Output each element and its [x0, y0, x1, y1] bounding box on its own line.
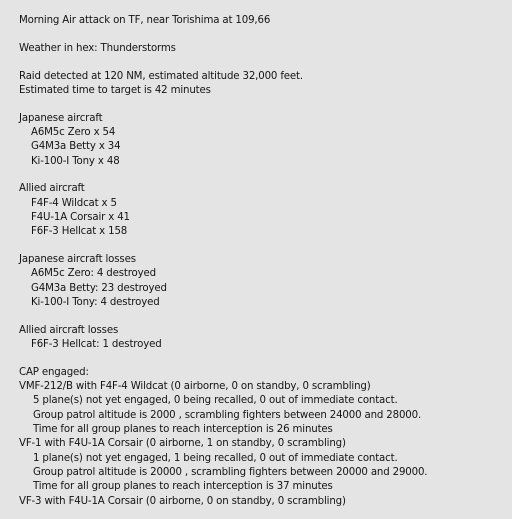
cap-detail-line: Group patrol altitude is 2000 , scrambling fighters between 24000 and 28000.: [33, 409, 422, 421]
weather-line: Weather in hex: Thunderstorms: [19, 42, 176, 54]
allied-aircraft-item: F6F-3 Hellcat x 158: [31, 226, 128, 238]
allied-aircraft-heading: Allied aircraft: [19, 183, 85, 195]
allied-loss-item: F6F-3 Hellcat: 1 destroyed: [31, 339, 162, 351]
raid-detected-line: Raid detected at 120 NM, estimated altitude 32,000 feet.: [19, 70, 303, 82]
cap-detail-line: 5 plane(s) not yet engaged, 0 being recalled, 0 out of immediate contact.: [33, 395, 398, 407]
cap-heading: CAP engaged:: [19, 366, 89, 378]
japanese-loss-item: A6M5c Zero: 4 destroyed: [31, 268, 156, 280]
japanese-aircraft-item: Ki-100-I Tony x 48: [31, 155, 120, 167]
japanese-aircraft-item: G4M3a Betty x 34: [31, 141, 121, 153]
cap-detail-line: Time for all group planes to reach interception is 26 minutes: [33, 424, 333, 436]
cap-squadron-line: VMF-212/B with F4F-4 Wildcat (0 airborne, 0 on standby, 0 scrambling): [19, 381, 371, 393]
japanese-loss-item: Ki-100-I Tony: 4 destroyed: [31, 296, 160, 308]
japanese-loss-item: G4M3a Betty: 23 destroyed: [31, 282, 167, 294]
cap-squadron-line: VF-3 with F4U-1A Corsair (0 airborne, 0 on standby, 0 scrambling): [19, 495, 346, 507]
allied-aircraft-item: F4F-4 Wildcat x 5: [31, 197, 117, 209]
allied-losses-heading: Allied aircraft losses: [19, 324, 119, 336]
japanese-losses-heading: Japanese aircraft losses: [19, 254, 136, 266]
cap-detail-line: Group patrol altitude is 20000 , scrambling fighters between 20000 and 29000.: [33, 466, 428, 478]
eta-line: Estimated time to target is 42 minutes: [19, 84, 211, 96]
cap-detail-line: Time for all group planes to reach interception is 37 minutes: [33, 481, 333, 493]
cap-squadron-line: VF-1 with F4U-1A Corsair (0 airborne, 1 on standby, 0 scrambling): [19, 438, 346, 450]
cap-detail-line: 1 plane(s) not yet engaged, 1 being recalled, 0 out of immediate contact.: [33, 452, 398, 464]
allied-aircraft-item: F4U-1A Corsair x 41: [31, 211, 130, 223]
japanese-aircraft-item: A6M5c Zero x 54: [31, 126, 116, 138]
attack-line: Morning Air attack on TF, near Torishima at 109,66: [19, 15, 271, 26]
japanese-aircraft-heading: Japanese aircraft: [19, 112, 103, 124]
